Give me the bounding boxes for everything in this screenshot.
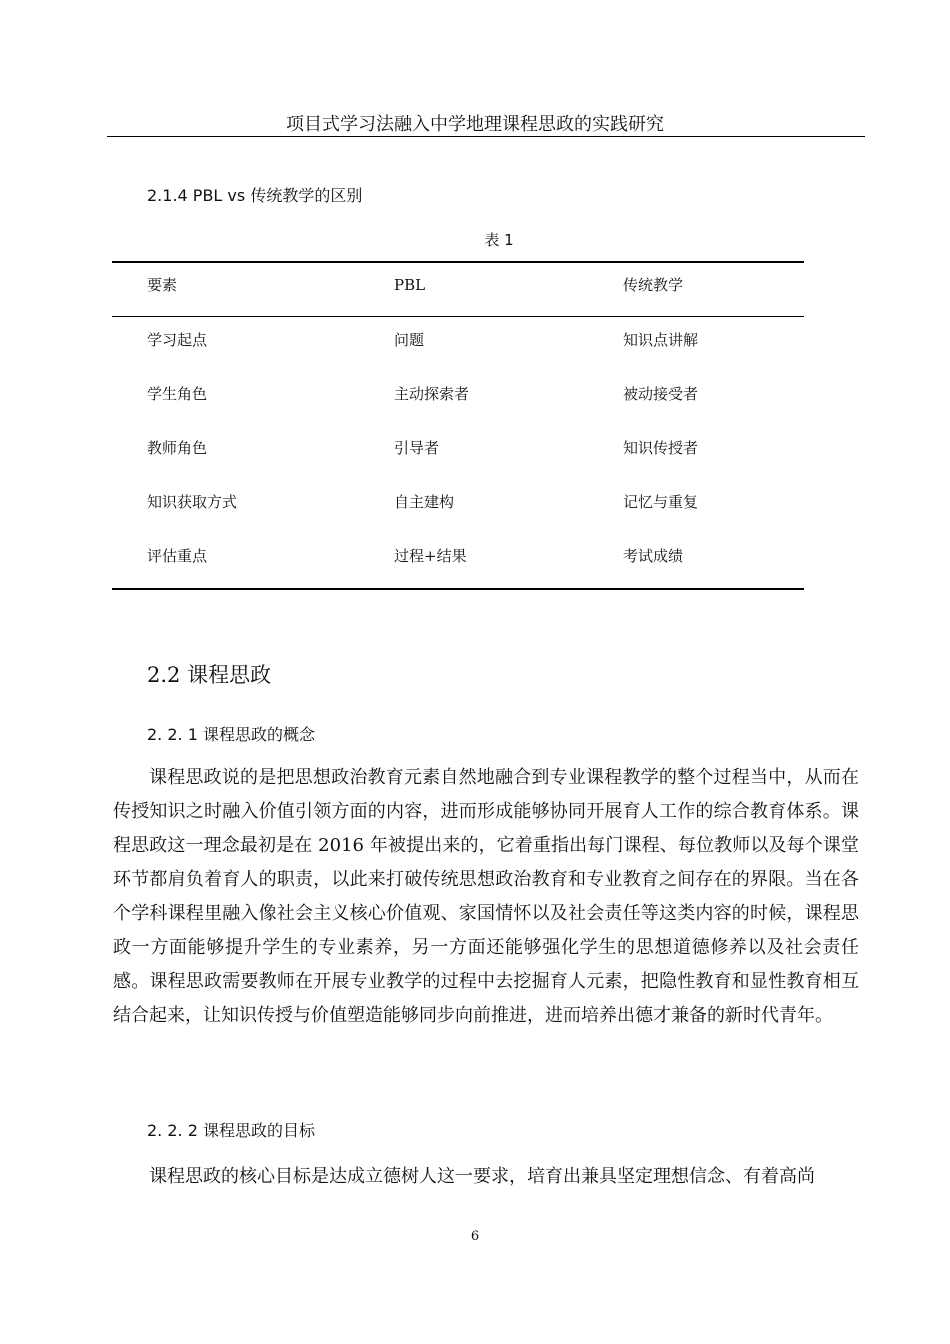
table-header-rule: [112, 316, 804, 317]
table-cell: 学习起点: [147, 331, 208, 349]
table-header-cell: PBL: [394, 276, 426, 294]
section-heading-2-2-2: 2. 2. 2 课程思政的目标: [147, 1121, 315, 1140]
running-header: 项目式学习法融入中学地理课程思政的实践研究: [286, 114, 664, 135]
table-cell: 过程+结果: [394, 547, 467, 565]
table-cell: 被动接受者: [623, 385, 699, 403]
table-caption: 表 1: [484, 231, 514, 249]
table-cell: 知识传授者: [623, 439, 699, 457]
table-cell: 评估重点: [147, 547, 208, 565]
table-cell: 引导者: [394, 439, 440, 457]
table-cell: 学生角色: [147, 385, 208, 403]
body-paragraph: 课程思政说的是把思想政治教育元素自然地融合到专业课程教学的整个过程当中，从而在传授知识之时融入价值引领方面的内容，进而形成能够协同开展育人工作的综合教育体系。课程思政这一理念最初是在 2016 年被提出来的，它着重指出每门课程、每位教师以及每个课堂环节都肩负着育人的职责，以此来打破传统思想政治教育和专业教育之间存在的界限。当在各个学科课程里融入像社会主义核心价值观、家国情怀以及社会责任等这类内容的时候，课程思政一方面能够提升学生的专业素养，另一方面还能够强化学生的思想道德修养以及社会责任感。课程思政需要教师在开展专业教学的过程中去挖掘育人元素，把隐性教育和显性教育相互结合起来，让知识传授与价值塑造能够同步向前推进，进而培养出德才兼备的新时代青年。: [113, 767, 859, 1026]
table-cell: 教师角色: [147, 439, 208, 457]
table-header-cell: 传统教学: [623, 276, 684, 294]
table-cell: 问题: [394, 331, 425, 349]
page-number: 6: [470, 1229, 480, 1244]
table-cell: 考试成绩: [623, 547, 684, 565]
table-bottom-rule: [112, 588, 804, 590]
table-cell: 主动探索者: [394, 385, 470, 403]
section-heading-2-2-1: 2. 2. 1 课程思政的概念: [147, 725, 315, 744]
section-heading-2-2: 2.2 课程思政: [147, 663, 272, 687]
table-top-rule: [112, 261, 804, 263]
table-cell: 知识点讲解: [623, 331, 699, 349]
section-heading-2-1-4: 2.1.4 PBL vs 传统教学的区别: [147, 186, 363, 205]
table-cell: 记忆与重复: [623, 493, 699, 511]
header-rule: [107, 136, 865, 137]
table-cell: 自主建构: [394, 493, 455, 511]
table-cell: 知识获取方式: [147, 493, 238, 511]
table-header-cell: 要素: [147, 276, 178, 294]
body-paragraph: 课程思政的核心目标是达成立德树人这一要求，培育出兼具坚定理想信念、有着高尚: [149, 1166, 815, 1187]
